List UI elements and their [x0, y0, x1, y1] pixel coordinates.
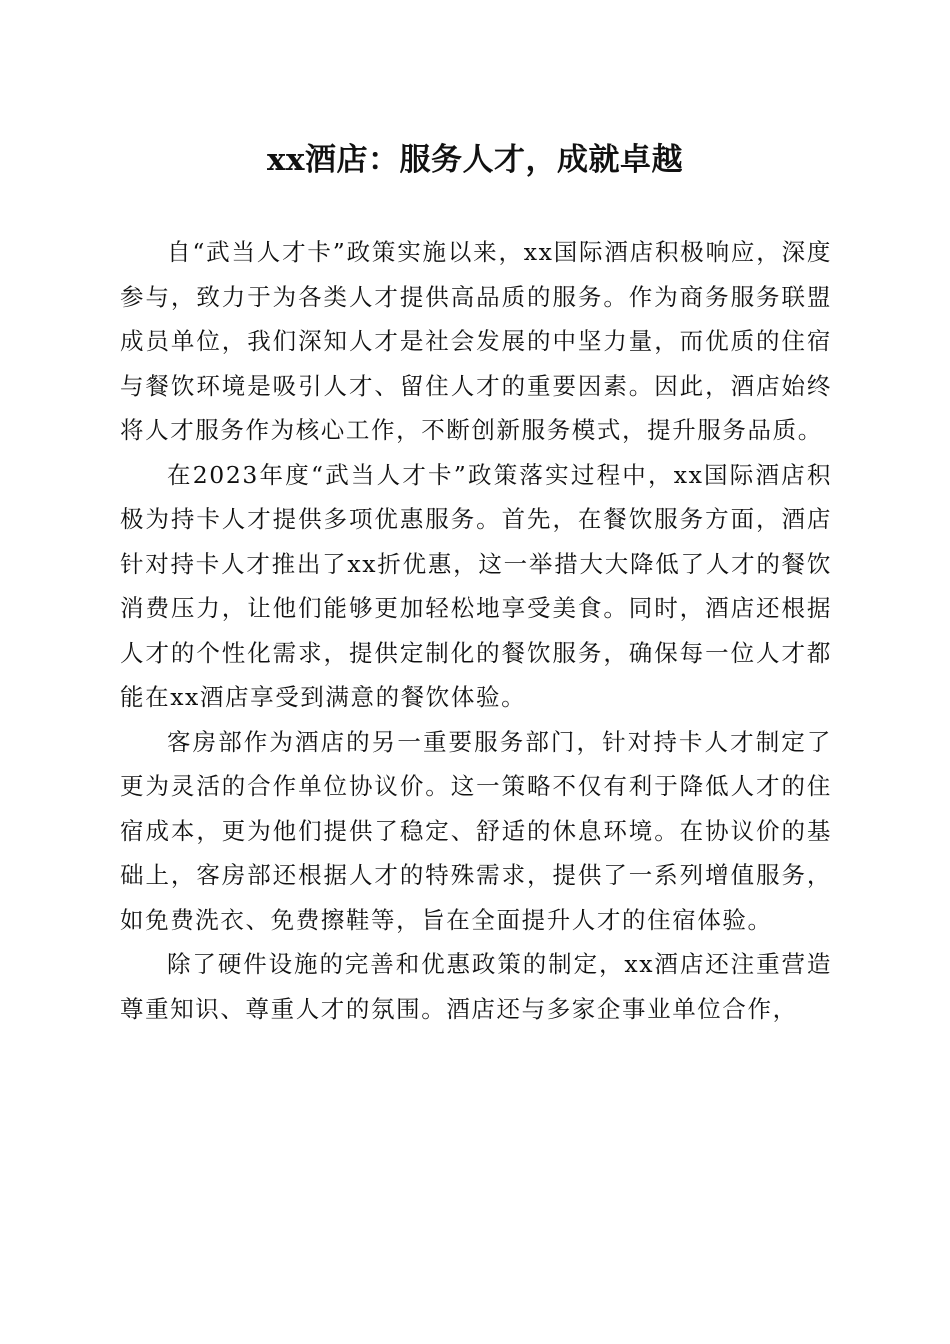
paragraph-4: 除了硬件设施的完善和优惠政策的制定，xx酒店还注重营造尊重知识、尊重人才的氛围。酒店还与多家企事业单位合作，	[120, 950, 832, 1023]
paragraph-1: 自“武当人才卡”政策实施以来，xx国际酒店积极响应，深度参与，致力于为各类人才提供高品质的服务。作为商务服务联盟成员单位，我们深知人才是社会发展的中坚力量，而优质的住宿与餐饮环境是吸引人才、留住人才的重要因素。因此，酒店始终将人才服务作为核心工作，不断创新服务模式，提升服务品质。	[120, 238, 832, 444]
paragraph-3: 客房部作为酒店的另一重要服务部门，针对持卡人才制定了更为灵活的合作单位协议价。这一策略不仅有利于降低人才的住宿成本，更为他们提供了稳定、舒适的休息环境。在协议价的基础上，客房部还根据人才的特殊需求，提供了一系列增值服务，如免费洗衣、免费擦鞋等，旨在全面提升人才的住宿体验。	[120, 727, 832, 934]
document-body	[120, 230, 832, 1031]
document-title: xx酒店：服务人才，成就卓越	[267, 142, 683, 178]
paragraph-2: 在2023年度“武当人才卡”政策落实过程中，xx国际酒店积极为持卡人才提供多项优惠服务。首先，在餐饮服务方面，酒店针对持卡人才推出了xx折优惠，这一举措大大降低了人才的餐饮消费压力，让他们能够更加轻松地享受美食。同时，酒店还根据人才的个性化需求，提供定制化的餐饮服务，确保每一位人才都能在xx酒店享受到满意的餐饮体验。	[120, 460, 832, 711]
